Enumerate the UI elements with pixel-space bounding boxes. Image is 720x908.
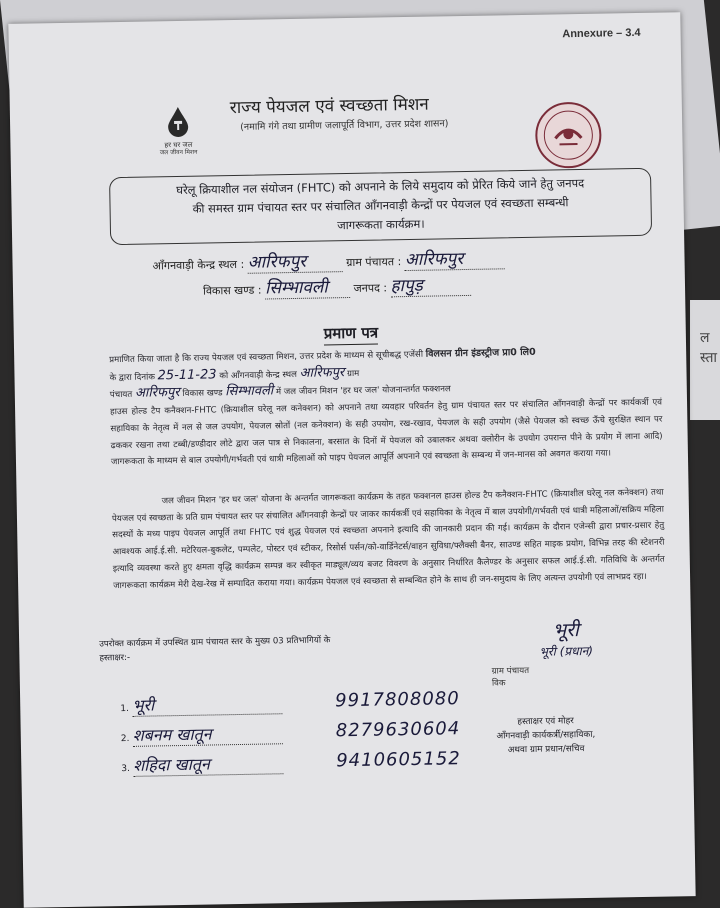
district-value: हापुड़	[390, 272, 470, 297]
participant-signature: भूरी	[132, 691, 282, 717]
participant-phone: 9410605152	[336, 748, 461, 772]
pradhan-label: भूरी (प्रधान)	[539, 643, 594, 659]
program-title-box	[109, 168, 652, 245]
panchayat-value: आरिफपुर	[405, 245, 505, 271]
pradhan-signature-block	[539, 616, 593, 660]
page-title: राज्य पेयजल एवं स्वच्छता मिशन	[229, 94, 429, 119]
block-value: सिम्भावली	[265, 274, 350, 299]
program-line-3: जागरूकता कार्यक्रम।	[337, 216, 425, 233]
up-govt-emblem-icon	[535, 102, 602, 169]
participant-phone: 8279630604	[335, 718, 461, 742]
panchayat-label: ग्राम पंचायत :	[346, 255, 402, 270]
annexure-label: Annexure – 3.4	[562, 26, 641, 41]
anganwadi-label: आँगनवाड़ी केन्द्र स्थल :	[152, 257, 245, 273]
p1-line2: के द्वारा दिनांक 25-11-23 को आँगनवाड़ी केन्द्र स्थल आरिफपुर ग्राम	[109, 364, 360, 384]
district-label: जनपद :	[353, 281, 388, 295]
logo-text: हर घर जल	[164, 140, 193, 150]
participant-row: 3. शहिदा खातून 9410605152	[121, 748, 461, 775]
program-line-2: की समस्त ग्राम पंचायत स्तर पर संचालित आँगनवाड़ी केन्द्रों पर पेयजल एवं स्वच्छता सम्बन्धी	[192, 195, 569, 216]
certificate-paragraph-1	[109, 343, 663, 472]
certificate-page	[8, 12, 695, 908]
participant-signature: शहिदा खातून	[133, 751, 283, 777]
program-date: 25-11-23	[157, 367, 217, 384]
anganwadi-field	[152, 245, 505, 275]
certificate-paragraph-2: जल जीवन मिशन 'हर घर जल' योजना के अन्तर्गत जागरूकता कार्यक्रम के तहत फक्शनल हाउस होल्ड टैप कनैक्शन-FHTC (क्रियाशील घरेलू नल कनेक्शन) तथा पेयजल एवं स्वच्छता के प्रति ग्राम पंचायत स्तर पर संचालित आँगनवाड़ी केन्द्रों पर जाकर कार्यकर्त्री एवं सहायिका के नेतृत्व में बाल उपयोगी/गर्भवती एवं धात्री महिलाओं/सक्रिय महिला सदस्यों के मध्य पाइप पेयजल आपूर्ति तथा FHTC एवं शुद्ध पेयजल एवं स्वच्छता अपनाने इत्यादि की जानकारी प्रदान की गई। कार्यक्रम के दौरान एजेन्सी द्वारा प्रचार-प्रसार हेतु आवश्यक आई.ई.सी. मटेरियल-बुकलेट, पम्पलेट, पोस्टर एवं स्टीकर, रिसोर्स पर्सन/को-वार्डिनेटर्स/वाहन सुविधा/फ्लैक्सी बैनर, साउण्ड सहित माइक प्रयोग, विभिन्न तरह की स्टेशनरी इत्यादि व्यवस्था करते हुए क्षमता वृद्धि कार्यक्रम सम्पन्न कर स्वीकृत माड्यूल/व्यय बजट विवरण के अनुसार निर्धारित कैलेण्डर के अनुसार सफल आई.ई.सी. गतिविधि के अन्तर्गत जागरूकता कार्यक्रम मेरी देख-रेख में सम्पादित कराया गया। कार्यक्रम पेयजल एवं स्वच्छता से सम्बन्धित होने के साथ ही जन-समुदाय के लिए अत्यन्त उपयोगी एवं लाभप्रद रहा।	[111, 487, 665, 591]
anganwadi-value: आरिफपुर	[247, 248, 342, 274]
p1-rest: हाउस होल्ड टैप कनैक्शन-FHTC (क्रियाशील घरेलू नल कनेक्शन) को अपनाने तथा व्यवहार परिवर्तन हेतु ग्राम पंचायत स्तर पर संचालित आँगनवाड़ी केन्द्रों पर कार्यकर्त्री एवं सहायिका के नेतृत्व में नल से जल उपयोग, पेयजल स्रोतों (नल कनेक्शन) के सही उपयोग, रख-रखाव, पेयजल के सही उपयोग (जैसे पेयजल को स्वच्छ ऊँचे सुरक्षित स्थान पर ढककर रखना तथा टब्बी/डण्डीदार लोटे द्वारा जल पात्र से निकालना, बरसात के दिनों में पेयजल को उबालकर अथवा क्लोरीन के उपयोग उपरान्त पीने के प्रयोग में लाना आदि) जागरूकता के माध्यम से बाल उपयोगी/गर्भवती एवं धात्री महिलाओं को पाइप पेयजल आपूर्ति अपनाने एवं स्वच्छता के सम्बन्ध में जन-मानस को अवगत कराया गया।	[110, 397, 663, 468]
program-line-1: घरेलू क्रियाशील नल संयोजन (FHTC) को अपनाने के लिये समुदाय को प्रेरित किये जाने हेतु जनपद	[176, 175, 585, 198]
logo-subtext: जल जीवन मिशन	[159, 148, 198, 157]
program-place: आरिफपुर	[299, 364, 345, 381]
program-block: सिम्भावली	[225, 383, 274, 400]
pradhan-stamp: ग्राम पंचायत विक	[491, 665, 530, 689]
block-label: विकास खण्ड :	[202, 283, 262, 298]
edge-text: ल स्ता	[700, 330, 718, 366]
certificate-heading: प्रमाण पत्र	[324, 323, 379, 346]
p1-line3: पंचायत आरिफपुर विकास खण्ड सिम्भावली में जल जीवन मिशन 'हर घर जल' योजनान्तर्गत फक्शनल	[109, 383, 451, 402]
har-ghar-jal-logo	[153, 105, 204, 157]
participant-row: 2. शबनम खातून 8279630604	[120, 718, 461, 745]
agency-name: विलसन ग्रीन इंडस्ट्रीज प्रा0 लि0	[425, 346, 536, 360]
water-drop-icon	[163, 105, 194, 138]
pradhan-signature: भूरी	[552, 619, 580, 642]
signature-intro: उपरोक्त कार्यक्रम में उपस्थित ग्राम पंचायत स्तर के मुख्य 03 प्रतिभागियों के हस्ताक्षर:-	[99, 635, 331, 664]
block-field	[203, 272, 471, 301]
program-village: आरिफपुर	[134, 385, 180, 402]
participant-signature: शबनम खातून	[133, 721, 283, 747]
page-subtitle: (नमामि गंगे तथा ग्रामीण जलापूर्ति विभाग, उत्तर प्रदेश शासन)	[240, 118, 449, 133]
attestation-block: हस्ताक्षर एवं मोहर आँगनवाड़ी कार्यकर्त्री/सहायिका, अथवा ग्राम प्रधान/सचिव	[496, 716, 596, 756]
p1-line1: प्रमाणित किया जाता है कि राज्य पेयजल एवं स्वच्छता मिशन, उत्तर प्रदेश के माध्यम से सूचीबद्ध एजेंसी विलसन ग्रीन इंडस्ट्रीज प्रा0 लि0	[109, 346, 536, 366]
participant-phone: 9917808080	[335, 688, 460, 712]
participant-list	[120, 688, 482, 784]
participant-row: 1. भूरी 9917808080	[120, 688, 460, 715]
